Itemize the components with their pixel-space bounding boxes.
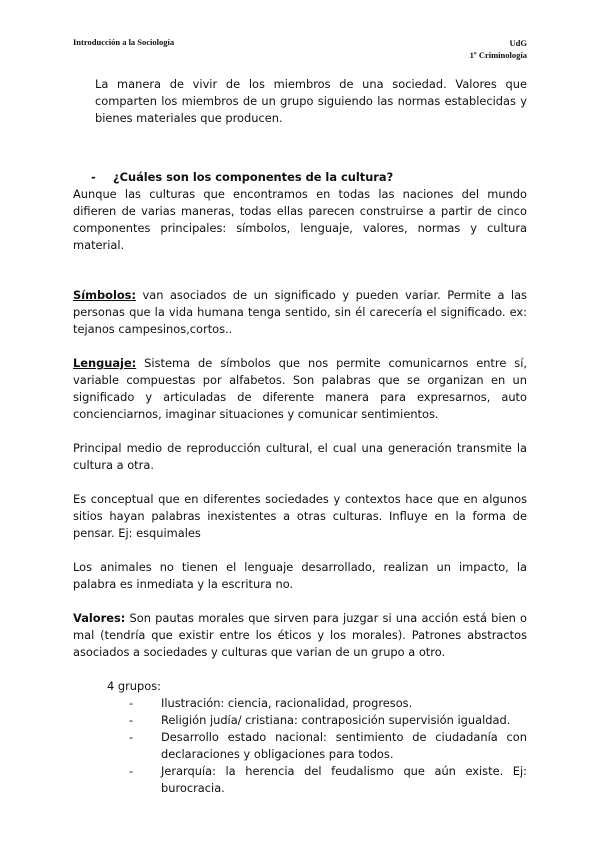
principal-paragraph: Principal medio de reproducción cultural, el cual una generación transmite la cultura a otra. [73, 441, 527, 472]
list-bullet: - [129, 696, 134, 710]
list-bullet: - [129, 713, 134, 727]
header-university: UdG [509, 38, 527, 48]
answer-paragraph: Aunque las culturas que encontramos en todas las naciones del mundo difieren de varias maneras, todas ellas parecen construirse a partir de cinco componentes principales: símbolos, lenguaje, valores, normas y cultura material. [73, 187, 527, 252]
valores-term: Valores: [73, 611, 126, 625]
simbolos-paragraph [73, 287, 527, 338]
list-item-text: Religión judía/ cristiana: contraposición supervisión igualdad. [161, 713, 511, 727]
lenguaje-paragraph [73, 355, 527, 423]
question-heading [73, 169, 527, 186]
animales-paragraph: Los animales no tienen el lenguaje desarrollado, realizan un impacto, la palabra es inmediata y la escritura no. [73, 560, 527, 591]
list-item [107, 763, 527, 797]
lenguaje-text: Sistema de símbolos que nos permite comunicarnos entre sí, variable compuestas por alfabetos. Son palabras que se organizan en un significado y articuladas de diferente manera para expresarnos, auto concienciarnos, imaginar situaciones y comunicar sentimientos. [73, 356, 527, 421]
list-bullet: - [129, 764, 134, 778]
groups-title: 4 grupos: [107, 679, 161, 693]
list-item [107, 729, 527, 763]
list-item-text: Desarrollo estado nacional: sentimiento de ciudadanía con declaraciones y obligaciones para todos. [161, 730, 527, 761]
conceptual-paragraph: Es conceptual que en diferentes sociedades y contextos hace que en algunos sitios hayan palabras inexistentes a otras culturas. Influye en la forma de pensar. Ej: esquimales [73, 492, 527, 540]
list-bullet: - [129, 730, 134, 744]
groups-section [73, 678, 527, 797]
document-body [73, 76, 527, 797]
list-item-text: Jerarquía: la herencia del feudalismo que aún existe. Ej: burocracia. [161, 764, 527, 795]
header-course-title: Introducción a la Sociología [73, 37, 175, 47]
simbolos-term: Símbolos: [73, 288, 137, 302]
header-degree: 1º Criminología [469, 50, 527, 60]
question-bullet: - [91, 170, 96, 184]
valores-paragraph [73, 610, 527, 661]
list-item [107, 712, 527, 729]
header-institution [470, 37, 527, 61]
question-text: ¿Cuáles son los componentes de la cultura? [113, 170, 394, 184]
valores-text: Son pautas morales que sirven para juzgar si una acción está bien o mal (tendría que existir entre los éticos y los morales). Patrones abstractos asociados a sociedades y culturas que varian de un grupo a otro. [73, 611, 527, 659]
list-item [107, 695, 527, 712]
intro-paragraph: La manera de vivir de los miembros de una sociedad. Valores que comparten los miembros de un grupo siguiendo las normas establecidas y bienes materiales que producen. [95, 77, 527, 125]
simbolos-text: van asociados de un significado y pueden variar. Permite a las personas que la vida humana tenga sentido, sin él carecería el significado. ex: tejanos campesinos,cortos.. [73, 288, 527, 336]
list-item-text: Ilustración: ciencia, racionalidad, progresos. [161, 696, 413, 710]
lenguaje-term: Lenguaje: [73, 356, 137, 370]
